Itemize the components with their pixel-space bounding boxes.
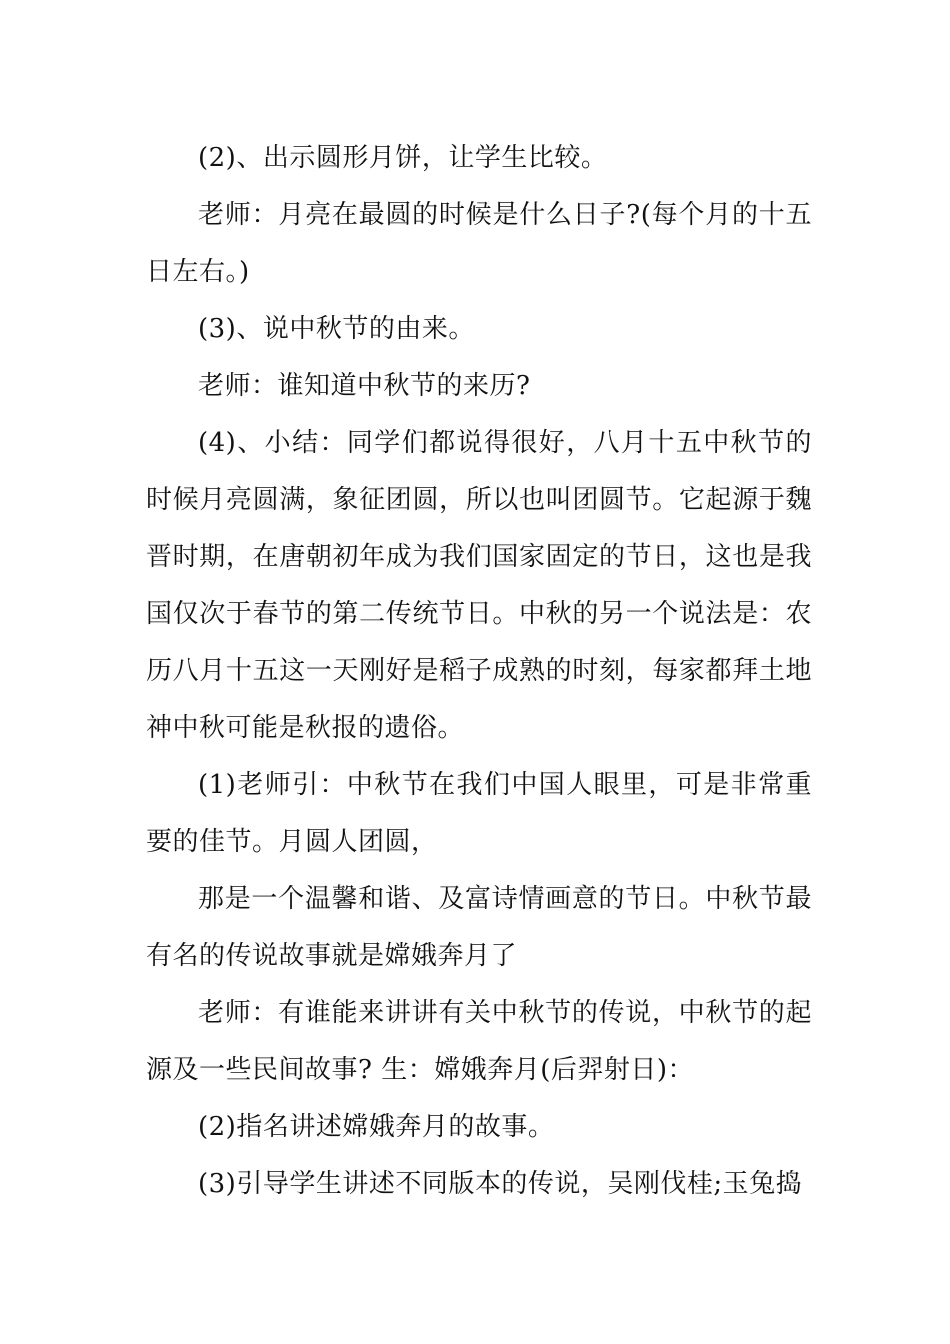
paragraph-summary: (4)、小结：同学们都说得很好，八月十五中秋节的时候月亮圆满，象征团圆，所以也叫团圆节。它起源于魏晋时期，在唐朝初年成为我们国家固定的节日，这也是我国仅次于春节的第二传统节日。中秋的另一个说法是：农历八月十五这一天刚好是稻子成熟的时刻，每家都拜土地神中秋可能是秋报的遗俗。 — [146, 428, 812, 743]
paragraph-other-legends: (3)引导学生讲述不同版本的传说，吴刚伐桂;玉兔捣 — [198, 1169, 803, 1199]
paragraph-show-mooncake: (2)、出示圆形月饼，让学生比较。 — [198, 143, 608, 173]
document-body — [146, 130, 812, 1213]
paragraph-festival-origin: (3)、说中秋节的由来。 — [198, 314, 475, 344]
paragraph-teacher-intro: (1)老师引：中秋节在我们中国人眼里，可是非常重要的佳节。月圆人团圆， — [146, 770, 812, 857]
paragraph-teacher-question-full-moon: 老师：月亮在最圆的时候是什么日子?(每个月的十五日左右。) — [146, 200, 812, 287]
paragraph-teacher-legend-question: 老师：有谁能来讲讲有关中秋节的传说，中秋节的起源及一些民间故事? 生：嫦娥奔月(后羿射日)： — [146, 998, 812, 1085]
paragraph-tell-change-story: (2)指名讲述嫦娥奔月的故事。 — [198, 1112, 555, 1142]
paragraph-teacher-question-history: 老师：谁知道中秋节的来历? — [198, 371, 531, 401]
paragraph-festival-description: 那是一个温馨和谐、及富诗情画意的节日。中秋节最有名的传说故事就是嫦娥奔月了 — [146, 884, 812, 971]
